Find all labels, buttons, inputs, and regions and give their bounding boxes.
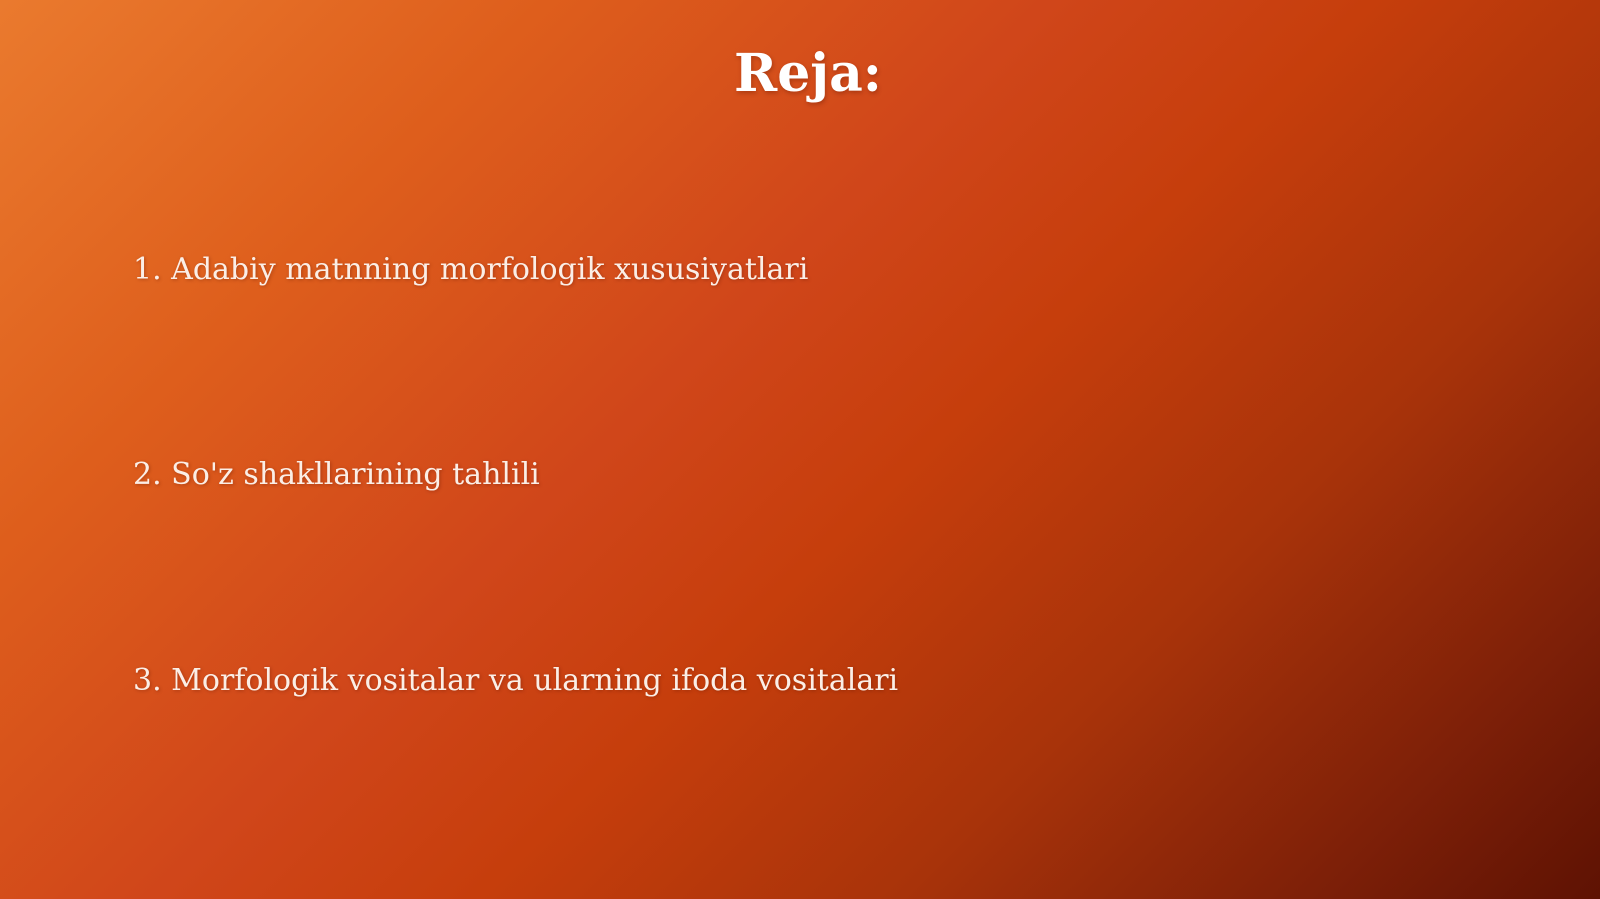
plan-item-1: 1. Adabiy matnning morfologik xususiyatlari <box>133 252 809 287</box>
slide-title: Reja: <box>733 43 882 104</box>
plan-item-3: 3. Morfologik vositalar va ularning ifoda vositalari <box>133 663 899 698</box>
plan-item-2: 2. So'z shakllarining tahlili <box>133 457 540 492</box>
